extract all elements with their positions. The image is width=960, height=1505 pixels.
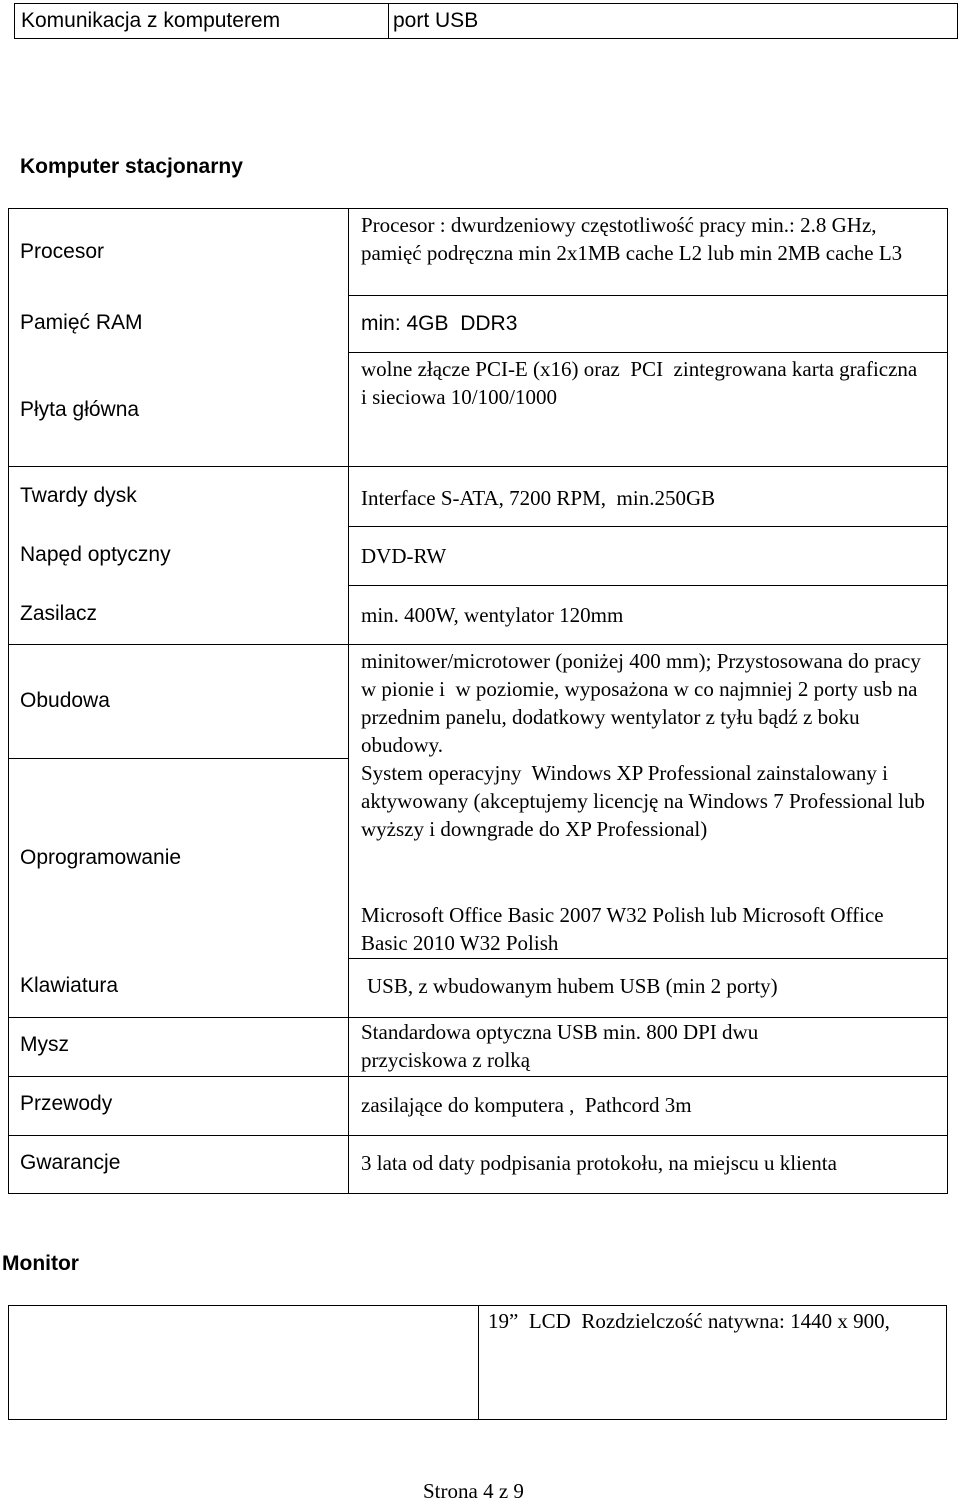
monitor-divider — [478, 1306, 479, 1419]
value-software: System operacyjny Windows XP Professional zainstalowany i aktywowany (akceptujemy licencję na Windows 7 Professional lub wyższy i downgrade do XP Professional) — [361, 761, 931, 841]
value-psu: min. 400W, wentylator 120mm — [361, 603, 624, 627]
label-optical-drive: Napęd optyczny — [20, 543, 171, 566]
value-motherboard: wolne złącze PCI-E (x16) oraz PCI zintegrowana karta graficzna i sieciowa 10/100/1000 — [361, 357, 923, 409]
value-procesor: Procesor : dwurdzeniowy częstotliwość pracy min.: 2.8 GHz, pamięć podręczna min 2x1MB cache L2 lub min 2MB cache L3 — [361, 213, 903, 265]
monitor-value: 19” LCD Rozdzielczość natywna: 1440 x 900, — [488, 1309, 890, 1333]
value-keyboard: USB, z wbudowanym hubem USB (min 2 porty) — [367, 974, 778, 998]
value-mouse: Standardowa optyczna USB min. 800 DPI dwu przyciskowa z rolką — [361, 1020, 759, 1072]
value-cables: zasilające do komputera , Pathcord 3m — [361, 1093, 692, 1117]
label-keyboard: Klawiatura — [20, 974, 119, 997]
value-warranty: 3 lata od daty podpisania protokołu, na miejscu u klienta — [361, 1151, 837, 1175]
label-warranty: Gwarancje — [20, 1151, 121, 1174]
header-right-cell: port USB — [393, 9, 479, 32]
label-psu: Zasilacz — [20, 602, 98, 625]
label-procesor: Procesor — [20, 240, 105, 263]
label-case: Obudowa — [20, 689, 110, 712]
value-office: Microsoft Office Basic 2007 W32 Polish lub Microsoft Office Basic 2010 W32 Polish — [361, 903, 884, 955]
page-number: Strona 4 z 9 — [423, 1479, 524, 1503]
desktop-section-title: Komputer stacjonarny — [20, 155, 243, 178]
label-mouse: Mysz — [20, 1033, 69, 1056]
label-cables: Przewody — [20, 1092, 113, 1115]
value-ram: min: 4GB DDR3 — [361, 312, 518, 335]
header-left-cell: Komunikacja z komputerem — [21, 9, 281, 32]
label-software: Oprogramowanie — [20, 846, 182, 869]
label-ram: Pamięć RAM — [20, 311, 143, 334]
label-motherboard: Płyta główna — [20, 398, 140, 421]
value-hdd: Interface S-ATA, 7200 RPM, min.250GB — [361, 486, 716, 510]
label-hdd: Twardy dysk — [20, 484, 137, 507]
value-case: minitower/microtower (poniżej 400 mm); Przystosowana do pracy w pionie i w poziomie, wyposażona w co najmniej 2 porty usb na przednim panelu, dodatkowy wentylator z tyłu bądź z boku obudowy. — [361, 649, 927, 757]
monitor-section-title: Monitor — [2, 1252, 79, 1275]
value-optical-drive: DVD-RW — [361, 544, 447, 568]
